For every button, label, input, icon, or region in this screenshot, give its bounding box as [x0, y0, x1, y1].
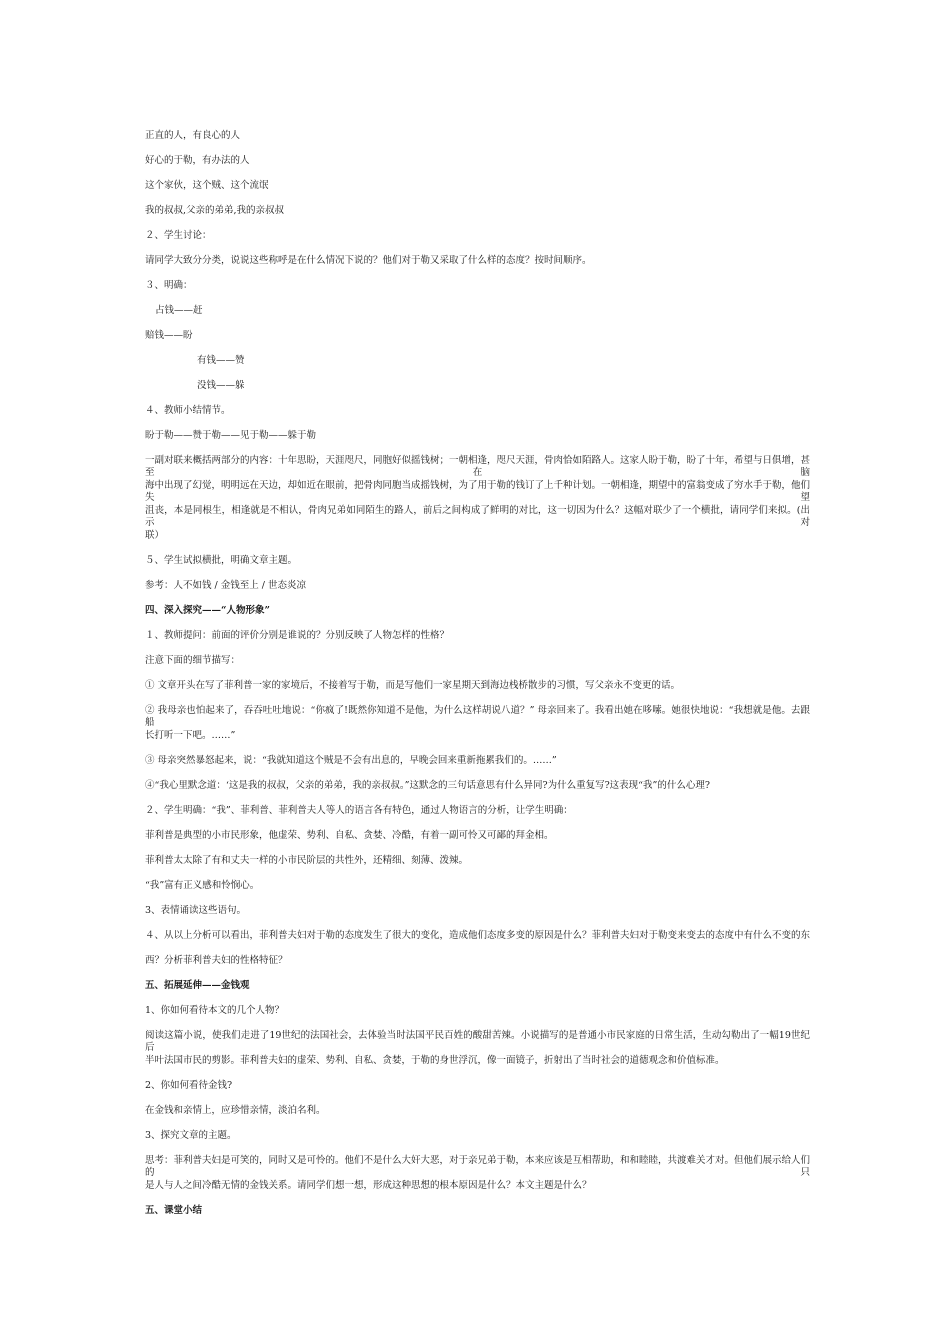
section-heading: 四、深入探究——“人物形象” — [145, 605, 270, 616]
text-line: 一副对联来概括两部分的内容：十年思盼，天涯咫尺，同胞好似摇钱树；一朝相逢，咫尺天涯，骨肉恰如陌路人。这家人盼于勒，盼了十年，希望与日俱增，甚至在脑 — [145, 455, 811, 478]
text-line: 半叶法国市民的剪影。菲利普夫妇的虚荣、势利、自私、贪婪，于勒的身世浮沉，像一面镜子，折射出了当时社会的道德观念和价值标准。 — [145, 1055, 725, 1066]
text-line: 思考：菲利普夫妇是可笑的，同时又是可怜的。他们不是什么大奸大恶，对于亲兄弟于勒，本来应该是互相帮助，和和睦睦，共渡难关才对。但他们展示给人们的只 — [145, 1155, 811, 1178]
text-line: 长打听一下吧。……” — [145, 730, 236, 741]
text-line: ５、学生试拟横批，明确文章主题。 — [145, 555, 298, 566]
text-line: 3、探究文章的主题。 — [145, 1130, 237, 1141]
text-line: 在金钱和亲情上，应珍惜亲情，淡泊名利。 — [145, 1105, 326, 1116]
text-line: ２、学生讨论： — [145, 230, 212, 241]
text-line: 2、你如何看待金钱? — [145, 1080, 233, 1091]
text-line: ４、教师小结情节。 — [145, 405, 231, 416]
text-line: ④“我心里默念道：‘这是我的叔叔，父亲的弟弟，我的亲叔叔。”这默念的三句话意思有什么异同?为什么重复写?这表现“我”的什么心理? — [145, 780, 710, 791]
text-line: ② 我母亲也怕起来了，吞吞吐吐地说：“你疯了!既然你知道不是他，为什么这样胡说八道？” 母亲回来了。我看出她在哆嗦。她很快地说：“我想就是他。去跟船 — [145, 705, 810, 728]
text-line: 菲利普是典型的小市民形象，他虚荣、势利、自私、贪婪、冷酷，有着一副可怜又可鄙的拜金相。 — [145, 830, 554, 841]
text-line: 这个家伙，这个贼、这个流氓 — [145, 180, 269, 191]
text-line: 赔钱——盼 — [145, 330, 193, 341]
text-line: 有钱——赞 — [197, 355, 245, 366]
text-line: 联） — [145, 530, 165, 541]
text-line: 3、表情诵读这些语句。 — [145, 905, 247, 916]
text-line: 盼于勒——赞于勒——见于勒——躲于勒 — [145, 430, 317, 441]
text-line: ① 文章开头在写了菲利普一家的家境后，不接着写于勒，而是写他们一家星期天到海边栈桥散步的习惯，写父亲永不变更的话。 — [145, 680, 681, 691]
text-line: 参考：人不如钱 / 金钱至上 / 世态炎凉 — [145, 580, 306, 591]
text-line: 没钱——躲 — [197, 380, 245, 391]
text-line: 正直的人，有良心的人 — [145, 130, 241, 141]
section-heading: 五、课堂小结 — [145, 1205, 203, 1216]
text-line: ２、学生明确：“我”、菲利普、菲利普夫人等人的语言各有特色，通过人物语言的分析，让学生明确： — [145, 805, 573, 816]
text-line: 注意下面的细节描写： — [145, 655, 241, 666]
text-line: １、教师提问：前面的评价分别是谁说的？分别反映了人物怎样的性格？ — [145, 630, 450, 641]
text-line: 请同学大致分分类，说说这些称呼是在什么情况下说的？他们对于勒又采取了什么样的态度？按时间顺序。 — [145, 255, 592, 266]
text-line: “我”富有正义感和怜悯心。 — [145, 880, 260, 891]
section-heading: 五、拓展延伸——金钱观 — [145, 980, 250, 991]
text-line: 海中出现了幻觉，明明远在天边，却如近在眼前，把骨肉同胞当成摇钱树，为了用于勒的钱订了上千种计划。一朝相逢，期望中的富翁变成了穷水手于勒，他们失望 — [145, 480, 811, 503]
text-line: 菲利普太太除了有和丈夫一样的小市民阶层的共性外，还精细、刻薄、泼辣。 — [145, 855, 469, 866]
text-line: 阅读这篇小说，使我们走进了19世纪的法国社会，去体验当时法国平民百姓的酸甜苦辣。小说描写的是普通小市民家庭的日常生活，生动勾勒出了一幅19世纪后 — [145, 1030, 810, 1053]
text-line: 好心的于勒，有办法的人 — [145, 155, 250, 166]
text-line: ４、从以上分析可以看出，菲利普夫妇对于勒的态度发生了很大的变化，造成他们态度多变的原因是什么？菲利普夫妇对于勒变来变去的态度中有什么不变的东 — [145, 930, 811, 941]
text-line: 是人与人之间冷酷无情的金钱关系。请同学们想一想，形成这种思想的根本原因是什么？本文主题是什么？ — [145, 1180, 592, 1191]
text-line: ３、明确： — [145, 280, 193, 291]
text-line: 占钱——赶 — [155, 305, 203, 316]
text-line: ③ 母亲突然暴怒起来，说：“我就知道这个贼是不会有出息的，早晚会回来重新拖累我们的。……” — [145, 755, 557, 766]
text-line: 沮丧，本是同根生，相逢就是不相认，骨肉兄弟如同陌生的路人，前后之间构成了鲜明的对比，这一切因为什么？这幅对联少了一个横批，请同学们来拟。(出示对 — [145, 505, 810, 528]
text-line: 1、你如何看待本文的几个人物？ — [145, 1005, 285, 1016]
text-line: 西？分析菲利普夫妇的性格特征？ — [145, 955, 288, 966]
text-line: 我的叔叔,父亲的弟弟,我的亲叔叔 — [145, 205, 285, 216]
